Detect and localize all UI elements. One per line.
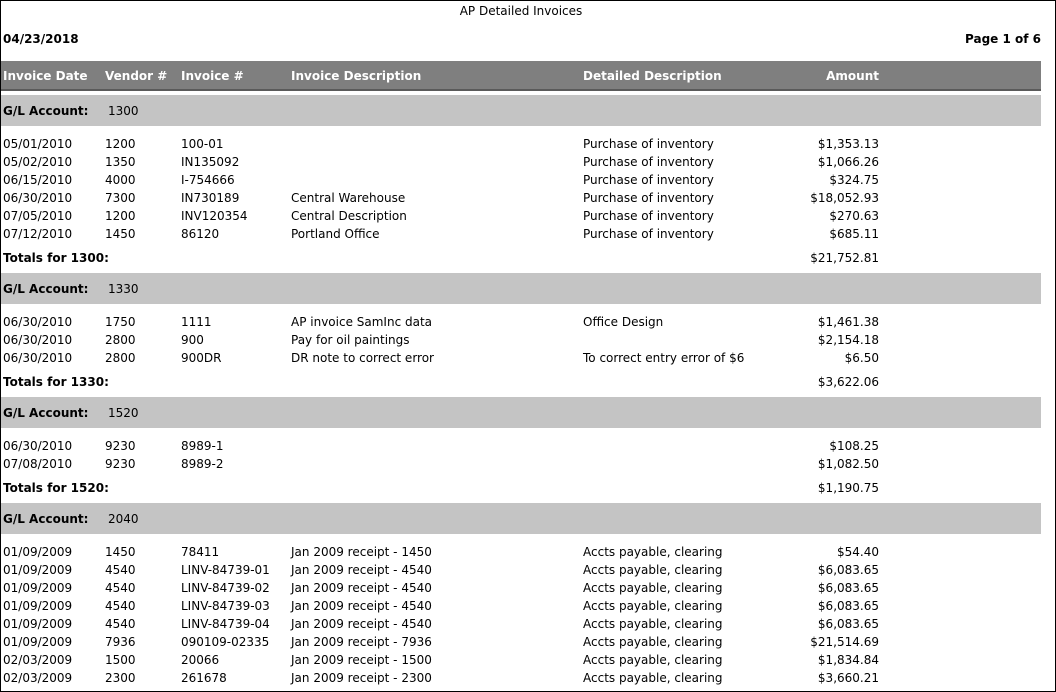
cell-vendor-number: 1200 (105, 209, 136, 223)
cell-invoice-date: 06/30/2010 (3, 191, 73, 205)
cell-invoice-date: 06/30/2010 (3, 351, 73, 365)
cell-amount: $3,660.21 (817, 671, 879, 685)
cell-detailed-description: Accts payable, clearing (583, 581, 723, 595)
invoice-row (1, 615, 1041, 633)
cell-amount: $270.63 (829, 209, 879, 223)
cell-vendor-number: 1450 (105, 545, 136, 559)
invoice-row (1, 313, 1041, 331)
cell-invoice-number: LINV-84739-04 (181, 617, 270, 631)
cell-vendor-number: 4540 (105, 599, 136, 613)
cell-detailed-description: Purchase of inventory (583, 227, 714, 241)
totals-amount: $21,752.81 (810, 251, 879, 265)
gl-account-header (1, 397, 1041, 428)
cell-amount: $6,083.65 (817, 617, 879, 631)
cell-detailed-description: Accts payable, clearing (583, 617, 723, 631)
cell-invoice-number: 78411 (181, 545, 220, 559)
cell-invoice-number: 8989-1 (181, 439, 224, 453)
invoice-row (1, 561, 1041, 579)
cell-invoice-number: 900 (181, 333, 204, 347)
cell-invoice-description: Jan 2009 receipt - 1500 (291, 653, 432, 667)
cell-invoice-description: Jan 2009 receipt - 7936 (291, 635, 432, 649)
cell-amount: $6,083.65 (817, 581, 879, 595)
cell-detailed-description: Purchase of inventory (583, 191, 714, 205)
cell-amount: $1,461.38 (817, 315, 879, 329)
cell-vendor-number: 7300 (105, 191, 136, 205)
cell-amount: $21,514.69 (810, 635, 879, 649)
cell-vendor-number: 1350 (105, 155, 136, 169)
cell-invoice-description: Jan 2009 receipt - 4540 (291, 599, 432, 613)
cell-vendor-number: 4540 (105, 563, 136, 577)
cell-invoice-date: 01/09/2009 (3, 545, 73, 559)
totals-amount: $1,190.75 (817, 481, 879, 495)
cell-invoice-date: 01/09/2009 (3, 599, 73, 613)
cell-detailed-description: To correct entry error of $6 (583, 351, 745, 365)
invoice-row (1, 171, 1041, 189)
cell-amount: $6.50 (844, 351, 879, 365)
cell-invoice-number: LINV-84739-01 (181, 563, 270, 577)
cell-invoice-date: 01/09/2009 (3, 617, 73, 631)
invoice-row (1, 651, 1041, 669)
column-header-detailed-description: Detailed Description (583, 69, 722, 83)
invoice-row (1, 153, 1041, 171)
cell-invoice-number: 86120 (181, 227, 220, 241)
cell-detailed-description: Purchase of inventory (583, 209, 714, 223)
cell-invoice-description: Jan 2009 receipt - 1450 (291, 545, 432, 559)
cell-detailed-description: Purchase of inventory (583, 173, 714, 187)
invoice-row (1, 225, 1041, 243)
cell-invoice-date: 06/15/2010 (3, 173, 73, 187)
cell-invoice-description: Pay for oil paintings (291, 333, 410, 347)
gl-account-number: 1330 (108, 282, 139, 296)
gl-account-section (1, 273, 1041, 397)
cell-invoice-date: 06/30/2010 (3, 315, 73, 329)
invoice-row (1, 633, 1041, 651)
invoice-row (1, 455, 1041, 473)
cell-vendor-number: 2300 (105, 671, 136, 685)
cell-invoice-description: Jan 2009 receipt - 4540 (291, 617, 432, 631)
gl-account-header (1, 95, 1041, 126)
cell-amount: $1,353.13 (817, 137, 879, 151)
invoice-row (1, 579, 1041, 597)
gl-account-section (1, 397, 1041, 503)
cell-vendor-number: 1500 (105, 653, 136, 667)
page-indicator: Page 1 of 6 (965, 32, 1041, 46)
cell-invoice-date: 05/02/2010 (3, 155, 73, 169)
cell-invoice-date: 07/12/2010 (3, 227, 73, 241)
cell-vendor-number: 1750 (105, 315, 136, 329)
invoice-row (1, 189, 1041, 207)
cell-invoice-date: 05/01/2010 (3, 137, 73, 151)
cell-vendor-number: 2800 (105, 333, 136, 347)
cell-invoice-number: I-754666 (181, 173, 235, 187)
account-totals-row (1, 243, 1041, 273)
cell-vendor-number: 4540 (105, 617, 136, 631)
cell-invoice-number: 100-01 (181, 137, 224, 151)
cell-invoice-date: 02/03/2009 (3, 653, 73, 667)
invoice-row (1, 135, 1041, 153)
cell-vendor-number: 1200 (105, 137, 136, 151)
cell-vendor-number: 4540 (105, 581, 136, 595)
cell-amount: $685.11 (829, 227, 879, 241)
cell-detailed-description: Purchase of inventory (583, 137, 714, 151)
cell-detailed-description: Accts payable, clearing (583, 599, 723, 613)
report-title: AP Detailed Invoices (459, 4, 583, 18)
cell-invoice-description: AP invoice SamInc data (291, 315, 433, 329)
gl-account-header (1, 503, 1041, 534)
cell-detailed-description: Accts payable, clearing (583, 545, 723, 559)
totals-label: Totals for 1330: (3, 375, 109, 389)
cell-invoice-date: 07/05/2010 (3, 209, 73, 223)
cell-amount: $54.40 (837, 545, 879, 559)
gl-account-number: 2040 (108, 512, 139, 526)
gl-account-label: G/L Account: (3, 406, 89, 420)
cell-detailed-description: Accts payable, clearing (583, 671, 723, 685)
account-totals-row (1, 367, 1041, 397)
cell-invoice-number: IN730189 (181, 191, 240, 205)
column-header-amount: Amount (826, 69, 879, 83)
cell-invoice-description: Portland Office (291, 227, 380, 241)
cell-detailed-description: Purchase of inventory (583, 155, 714, 169)
cell-invoice-number: 1111 (181, 315, 212, 329)
cell-invoice-date: 01/09/2009 (3, 581, 73, 595)
invoice-row (1, 437, 1041, 455)
cell-invoice-description: Central Warehouse (291, 191, 406, 205)
cell-invoice-number: 261678 (181, 671, 227, 685)
column-header-invoice-description: Invoice Description (291, 69, 422, 83)
report-date: 04/23/2018 (3, 32, 79, 46)
invoice-row (1, 669, 1041, 687)
cell-vendor-number: 2800 (105, 351, 136, 365)
column-header-vendor: Vendor # (105, 69, 168, 83)
cell-invoice-date: 01/09/2009 (3, 635, 73, 649)
invoice-row (1, 543, 1041, 561)
cell-invoice-date: 06/30/2010 (3, 333, 73, 347)
gl-account-label: G/L Account: (3, 512, 89, 526)
column-header-invoice-number: Invoice # (181, 69, 244, 83)
cell-invoice-number: IN135092 (181, 155, 240, 169)
cell-amount: $18,052.93 (810, 191, 879, 205)
column-header-bar (1, 61, 1041, 91)
gl-account-label: G/L Account: (3, 104, 89, 118)
cell-invoice-description: Central Description (291, 209, 407, 223)
cell-detailed-description: Office Design (583, 315, 664, 329)
invoice-row (1, 349, 1041, 367)
column-header-invoice-date: Invoice Date (3, 69, 88, 83)
cell-invoice-description: DR note to correct error (291, 351, 434, 365)
cell-invoice-number: 090109-02335 (181, 635, 270, 649)
cell-detailed-description: Accts payable, clearing (583, 563, 723, 577)
cell-amount: $1,834.84 (817, 653, 879, 667)
gl-account-section (1, 95, 1041, 273)
invoice-row (1, 207, 1041, 225)
report-body (1, 95, 1041, 687)
cell-invoice-number: 900DR (181, 351, 222, 365)
invoice-row (1, 597, 1041, 615)
cell-invoice-date: 06/30/2010 (3, 439, 73, 453)
cell-invoice-date: 07/08/2010 (3, 457, 73, 471)
cell-invoice-date: 01/09/2009 (3, 563, 73, 577)
account-totals-row (1, 473, 1041, 503)
cell-invoice-number: LINV-84739-02 (181, 581, 270, 595)
cell-amount: $6,083.65 (817, 599, 879, 613)
cell-vendor-number: 9230 (105, 439, 136, 453)
cell-detailed-description: Accts payable, clearing (583, 635, 723, 649)
cell-amount: $324.75 (829, 173, 879, 187)
cell-amount: $1,082.50 (817, 457, 879, 471)
cell-vendor-number: 9230 (105, 457, 136, 471)
cell-vendor-number: 4000 (105, 173, 136, 187)
cell-amount: $2,154.18 (817, 333, 879, 347)
cell-amount: $1,066.26 (817, 155, 879, 169)
cell-vendor-number: 1450 (105, 227, 136, 241)
cell-invoice-number: 20066 (181, 653, 220, 667)
gl-account-header (1, 273, 1041, 304)
cell-invoice-number: LINV-84739-03 (181, 599, 270, 613)
gl-account-number: 1520 (108, 406, 139, 420)
cell-amount: $108.25 (829, 439, 879, 453)
totals-label: Totals for 1520: (3, 481, 109, 495)
totals-label: Totals for 1300: (3, 251, 109, 265)
gl-account-number: 1300 (108, 104, 139, 118)
gl-account-label: G/L Account: (3, 282, 89, 296)
cell-amount: $6,083.65 (817, 563, 879, 577)
cell-invoice-date: 02/03/2009 (3, 671, 73, 685)
cell-vendor-number: 7936 (105, 635, 136, 649)
cell-invoice-number: INV120354 (181, 209, 248, 223)
invoice-row (1, 331, 1041, 349)
cell-invoice-description: Jan 2009 receipt - 4540 (291, 563, 432, 577)
cell-invoice-description: Jan 2009 receipt - 2300 (291, 671, 432, 685)
gl-account-section (1, 503, 1041, 687)
cell-invoice-number: 8989-2 (181, 457, 224, 471)
cell-detailed-description: Accts payable, clearing (583, 653, 723, 667)
cell-invoice-description: Jan 2009 receipt - 4540 (291, 581, 432, 595)
totals-amount: $3,622.06 (817, 375, 879, 389)
